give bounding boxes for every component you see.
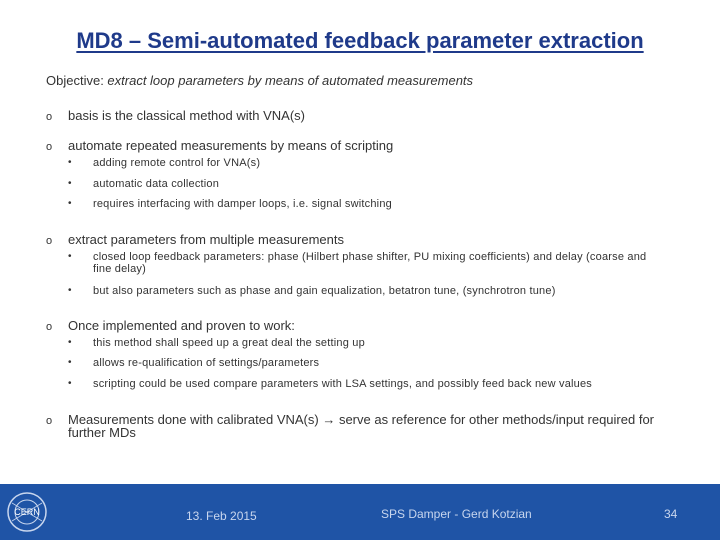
- bullet-marker: o: [46, 141, 53, 153]
- objective: [46, 73, 473, 88]
- sub-bullet-text: closed loop feedback parameters: phase (Hilbert phase shifter, PU mixing coefficients) and delay (coarse and fine delay): [93, 251, 647, 275]
- sub-bullet-marker: •: [68, 337, 72, 348]
- sub-bullet-text: allows re-qualification of settings/parameters: [93, 357, 320, 369]
- bullet-text: automate repeated measurements by means of scripting: [68, 138, 394, 153]
- bullet-marker: o: [46, 235, 53, 247]
- sub-bullet-text: this method shall speed up a great deal the setting up: [93, 337, 365, 349]
- cern-logo-text: CERN: [14, 507, 40, 517]
- sub-bullet-marker: •: [68, 378, 72, 389]
- footer-bar: [0, 484, 720, 540]
- sub-bullet-marker: •: [68, 285, 72, 296]
- sub-bullet-text: requires interfacing with damper loops, i.e. signal switching: [93, 198, 392, 210]
- objective-label: Objective:: [46, 73, 108, 88]
- page-number: 34: [664, 507, 678, 521]
- footer-title: SPS Damper - Gerd Kotzian: [381, 507, 532, 521]
- bullet-marker: o: [46, 321, 53, 333]
- sub-bullet-marker: •: [68, 178, 72, 189]
- objective-text: extract loop parameters by means of automated measurements: [107, 73, 474, 88]
- bullet-text: Once implemented and proven to work:: [68, 318, 295, 333]
- sub-bullet-marker: •: [68, 157, 72, 168]
- bullet-text: basis is the classical method with VNA(s): [68, 108, 305, 123]
- sub-bullet-marker: •: [68, 251, 72, 262]
- slide-title: MD8 – Semi-automated feedback parameter extraction: [76, 28, 644, 53]
- footer-date: 13. Feb 2015: [186, 509, 257, 523]
- sub-bullet-marker: •: [68, 357, 72, 368]
- sub-bullet-text: adding remote control for VNA(s): [93, 157, 261, 169]
- bullet-text: extract parameters from multiple measurements: [68, 232, 344, 247]
- bullet-marker: o: [46, 111, 53, 123]
- sub-bullet-marker: •: [68, 198, 72, 209]
- sub-bullet-text: automatic data collection: [93, 178, 220, 190]
- sub-bullet-text: but also parameters such as phase and gain equalization, betatron tune, (synchrotron tune): [93, 285, 556, 297]
- bullet-marker: o: [46, 415, 53, 427]
- cern-logo-icon: [6, 491, 48, 533]
- sub-bullet-text: scripting could be used compare parameters with LSA settings, and possibly feed back new values: [93, 378, 592, 390]
- bullet-text: Measurements done with calibrated VNA(s) → serve as reference for other methods/input required for further MDs: [68, 412, 654, 440]
